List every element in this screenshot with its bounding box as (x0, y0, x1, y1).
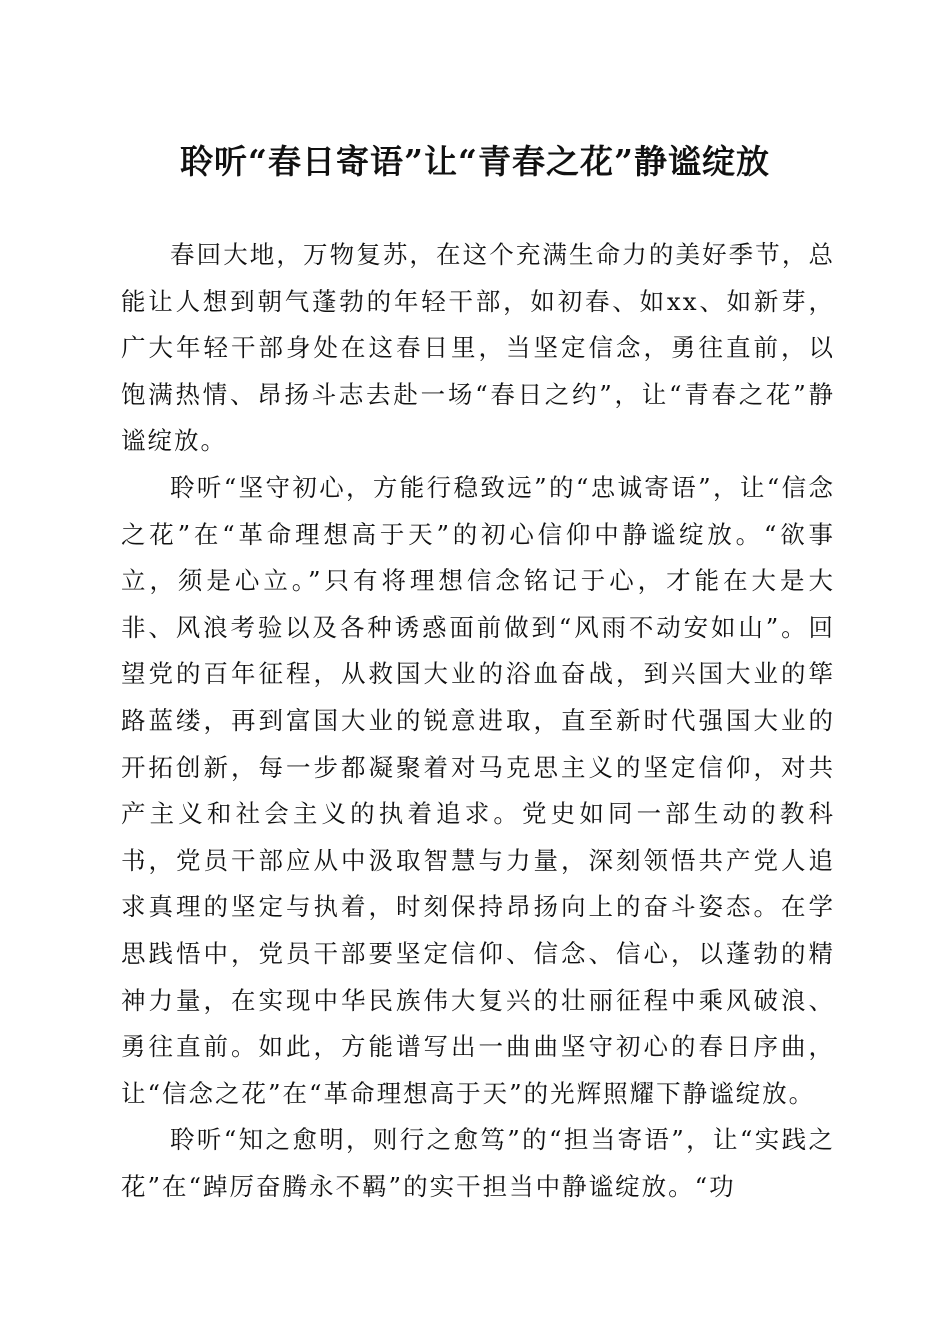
paragraph-practice: 聆听“知之愈明，则行之愈笃”的“担当寄语”，让“实践之花”在“踔厉奋腾永不羁”的实干担当中静谧绽放。“功 (121, 1125, 835, 1201)
document-body (121, 232, 835, 1210)
document-title: 聆听“春日寄语”让“青春之花”静谧绽放 (180, 142, 770, 181)
paragraph-intro: 春回大地，万物复苏，在这个充满生命力的美好季节，总能让人想到朝气蓬勃的年轻干部，如初春、如xx、如新芽，广大年轻干部身处在这春日里，当坚定信念，勇往直前，以饱满热情、昂扬斗志去赴一场“春日之约”，让“青春之花”静谧绽放。 (121, 240, 835, 456)
paragraph-faith: 聆听“坚守初心，方能行稳致远”的“忠诚寄语”，让“信念之花”在“革命理想高于天”的初心信仰中静谧绽放。“欲事立，须是心立。”只有将理想信念铭记于心，才能在大是大非、风浪考验以及各种诱惑面前做到“风雨不动安如山”。回望党的百年征程，从救国大业的浴血奋战，到兴国大业的筚路蓝缕，再到富国大业的锐意进取，直至新时代强国大业的开拓创新，每一步都凝聚着对马克思主义的坚定信仰，对共产主义和社会主义的执着追求。党史如同一部生动的教科书，党员干部应从中汲取智慧与力量，深刻领悟共产党人追求真理的坚定与执着，时刻保持昂扬向上的奋斗姿态。在学思践悟中，党员干部要坚定信仰、信念、信心，以蓬勃的精神力量，在实现中华民族伟大复兴的壮丽征程中乘风破浪、勇往直前。如此，方能谱写出一曲曲坚守初心的春日序曲，让“信念之花”在“革命理想高于天”的光辉照耀下静谧绽放。 (121, 472, 835, 1108)
